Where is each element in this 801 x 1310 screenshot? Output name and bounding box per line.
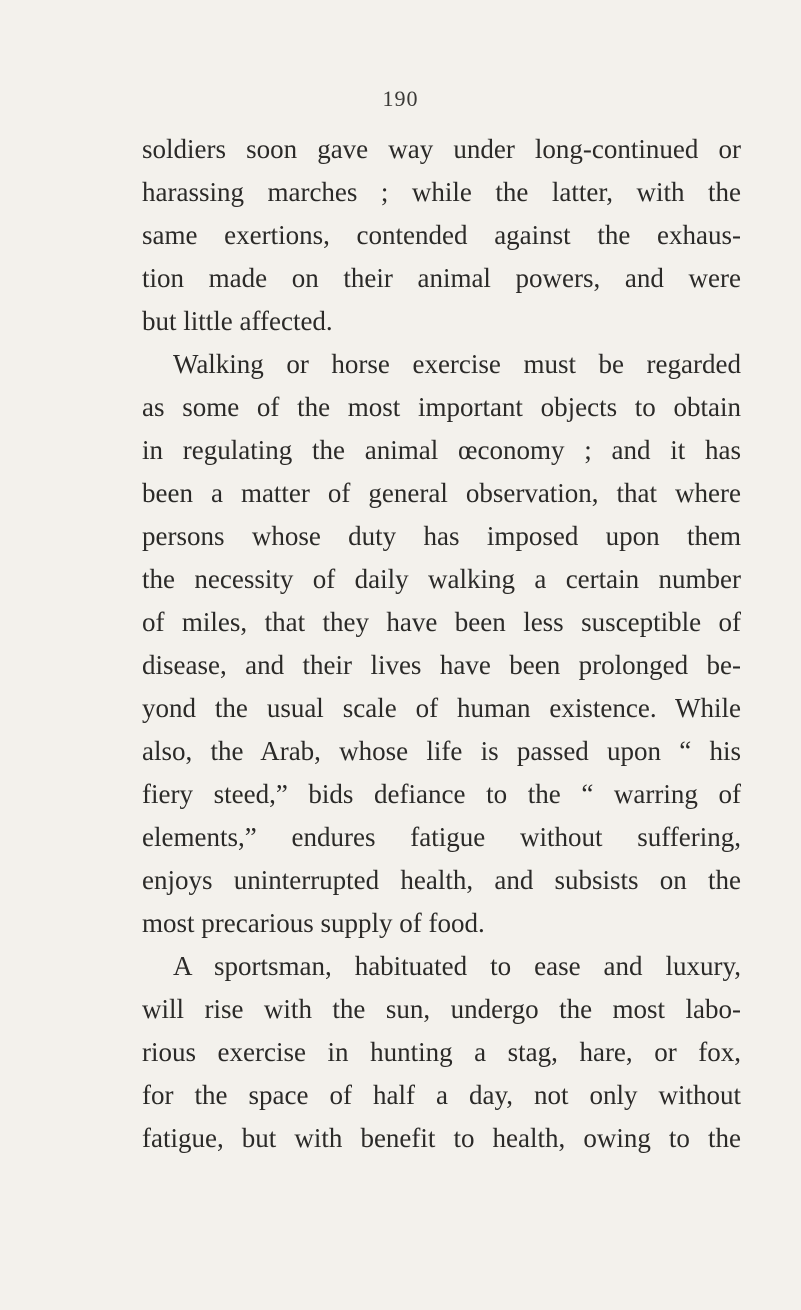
text-line: fatigue, but with benefit to health, owing to the: [142, 1123, 741, 1153]
page-number: 190: [382, 86, 419, 111]
text-line: in regulating the animal œconomy ; and it has: [142, 435, 741, 465]
text-line: the necessity of daily walking a certain number: [142, 564, 741, 594]
text-line: tion made on their animal powers, and were: [142, 263, 741, 293]
text-line: been a matter of general observation, that where: [142, 478, 741, 508]
text-line: but little affected.: [142, 306, 333, 336]
text-line: yond the usual scale of human existence. While: [142, 693, 741, 723]
text-line: rious exercise in hunting a stag, hare, or fox,: [142, 1037, 741, 1067]
text-line: enjoys uninterrupted health, and subsists on the: [142, 865, 741, 895]
text-line: Walking or horse exercise must be regarded: [173, 349, 741, 379]
text-line: disease, and their lives have been prolonged be-: [142, 650, 741, 680]
text-line: elements,” endures fatigue without suffering,: [142, 822, 741, 852]
text-line: fiery steed,” bids defiance to the “ warring of: [142, 779, 741, 809]
text-line: persons whose duty has imposed upon them: [142, 521, 741, 551]
text-line: will rise with the sun, undergo the most labo-: [142, 994, 741, 1024]
text-line: also, the Arab, whose life is passed upon “ his: [142, 736, 741, 766]
text-line: harassing marches ; while the latter, with the: [142, 177, 741, 207]
text-line: soldiers soon gave way under long-continued or: [142, 134, 741, 164]
text-line: of miles, that they have been less susceptible of: [142, 607, 741, 637]
text-line: same exertions, contended against the exhaus-: [142, 220, 741, 250]
text-line: as some of the most important objects to obtain: [142, 392, 741, 422]
text-line: most precarious supply of food.: [142, 908, 485, 938]
text-line: A sportsman, habituated to ease and luxury,: [173, 951, 741, 981]
text-line: for the space of half a day, not only without: [142, 1080, 741, 1110]
